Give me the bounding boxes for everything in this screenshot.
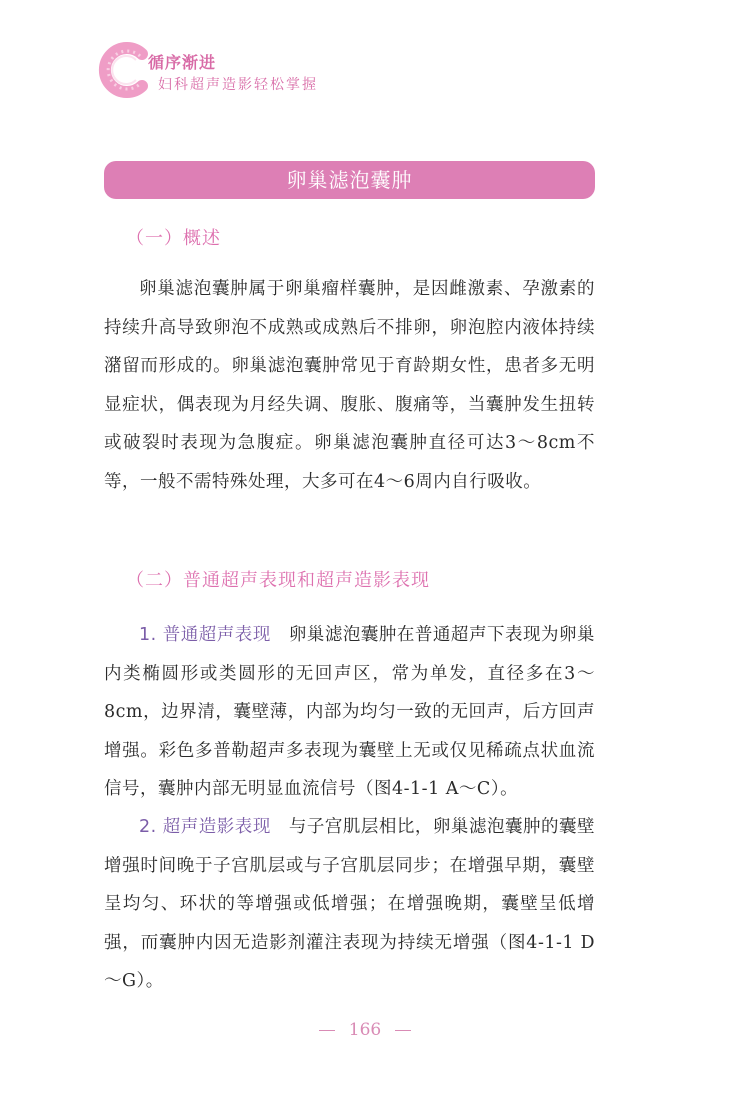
page-number-value: 166 [348,1020,382,1040]
page-number-dash-right [395,1030,411,1031]
contrast-ultrasound-paragraph [104,808,595,1001]
conventional-ultrasound-text: 卵巢滤泡囊肿在普通超声下表现为卵巢内类椭圆形或类圆形的无回声区，常为单发，直径多在3～8cm，边界清，囊壁薄，内部为均匀一致的无回声，后方回声增强。彩色多普勒超声多表现为囊壁上无或仅见稀疏点状血流信号，囊肿内部无明显血流信号（图4-1-1 A～C）。 [104,625,595,800]
section-title-banner: 卵巢滤泡囊肿 [104,161,595,199]
conventional-ultrasound-paragraph [104,616,595,809]
book-subtitle: 妇科超声造影轻松掌握 [158,77,318,93]
contrast-ultrasound-term: 2. 超声造影表现 [139,817,271,837]
imaging-heading: （二）普通超声表现和超声造影表现 [126,570,430,591]
overview-paragraph: 卵巢滤泡囊肿属于卵巢瘤样囊肿，是因雌激素、孕激素的持续升高导致卵泡不成熟或成熟后不排卵，卵泡腔内液体持续潴留而形成的。卵巢滤泡囊肿常见于育龄期女性，患者多无明显症状，偶表现为月经失调、腹胀、腹痛等，当囊肿发生扭转或破裂时表现为急腹症。卵巢滤泡囊肿直径可达3～8cm不等，一般不需特殊处理，大多可在4～6周内自行吸收。 [104,279,595,492]
book-title: 循序渐进 [148,53,217,72]
pink-c-swirl-icon [96,42,152,98]
contrast-ultrasound-text: 与子宫肌层相比，卵巢滤泡囊肿的囊壁增强时间晚于子宫肌层或与子宫肌层同步；在增强早期，囊壁呈均匀、环状的等增强或低增强；在增强晚期，囊壁呈低增强，而囊肿内因无造影剂灌注表现为持续无增强（图4-1-1 D～G）。 [104,817,595,992]
conventional-ultrasound-term: 1. 普通超声表现 [139,625,271,645]
page-number-dash-left [319,1030,335,1031]
overview-heading: （一）概述 [126,228,221,249]
page-number [0,1020,730,1040]
